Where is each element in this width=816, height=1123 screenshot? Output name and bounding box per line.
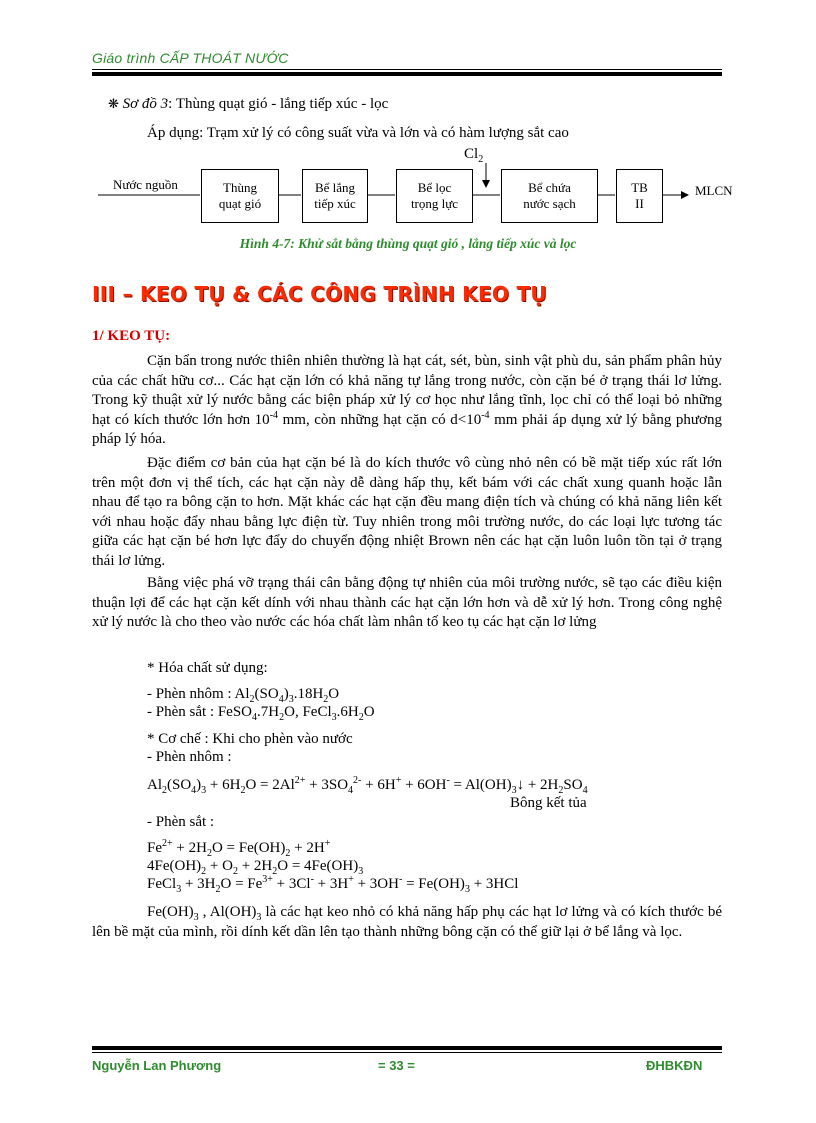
output-label: MLCN [695,183,733,198]
header-title: Giáo trình CẤP THOÁT NƯỚC [92,50,289,66]
footer-author: Nguyễn Lan Phương [92,1058,222,1073]
flower-bullet-icon: ❋ [108,96,119,111]
header-rule-thick [92,72,722,76]
iron-item: - Phèn sắt : [147,814,215,830]
paragraph-3: Bằng việc phá vỡ trạng thái cân bằng động tự nhiên của môi trường nước, sẽ tạo các điều kiện thuận lợi để các hạt cặn kết dính với nhau thành các hạt cặn lớn hơn và dễ xử lý hơn. Trong công nghệ xử lý nước là cho theo vào nước các hóa chất làm nhân tố keo tụ các hạt cặn lơ lửng [92,575,722,630]
source-label: Nước nguồn [113,177,178,192]
scheme-label: Sơ đồ 3 [122,96,169,112]
alum-item: - Phèn nhôm : [147,749,232,765]
alum-formula-line: - Phèn nhôm : $Al_2(SO_4)_3.18H_2O$ [147,686,340,705]
paragraph-2: Đặc điểm cơ bản của hạt cặn bé là do kích thước vô cùng nhỏ nên có bề mặt tiếp xúc rất lớn trên một đơn vị thể tích, các hạt cặn này dễ dàng hấp thụ, kết bám với các chất xung quanh hoặc lẫn nhau để tạo ra bông cặn to hơn. Mặt khác các hạt cặn đều mang điện tích và chúng có khả năng liên kết với nhau hoặc đẩy nhau bằng lực điện từ. Tuy nhiên trong môi trường nước, do các loại lực tương tác giữa các hạt cặn bé hơn lực đẩy do chuyển động nhiệt Brown nên các hạt cặn luôn luôn tồn tại ở trạng thái lơ lửng. [92,455,722,569]
footer-page-number: = 33 = [378,1058,415,1073]
scheme-application: Áp dụng: Trạm xử lý có công suất vừa và lớn và có hàm lượng sắt cao [147,125,569,141]
chem-heading: * Hóa chất sử dụng: [147,660,268,676]
figure-caption: Hình 4-7: Khử sắt bằng thùng quạt gió , lắng tiếp xúc và lọc [239,236,577,251]
scheme-line [108,95,388,113]
footer-rule-thin [92,1052,722,1053]
subsection-title: 1/ KEO TỤ: [92,328,171,344]
section-title: III – KEO TỤ & CÁC CÔNG TRÌNH KEO TỤ [92,282,547,306]
header-rule-thin [92,69,722,70]
mechanism-line: * Cơ chế : Khi cho phèn vào nước [147,731,353,747]
box-clean-water-tank: Bể chứa nước sạch [501,169,598,223]
chlorine-label: $Cl_2$ [464,146,484,165]
alum-reaction: $Al_2(SO_4)_3 + 6H_2O = 2Al^{2+} + 3SO_4^{2-} + 6H^+ + 6OH^-$ = $Al(OH)_3↓ + 2H_2SO_4$ [147,775,588,796]
scheme-text: : Thùng quạt gió - lắng tiếp xúc - lọc [168,96,389,112]
flow-diagram [0,140,816,235]
box-contact-settling: Bể lắng tiếp xúc [302,169,368,223]
paragraph-4: $Fe(OH)_3$ , $Al(OH)_3$ là các hạt keo nhỏ có khả năng hấp phụ các hạt lơ lửng và có kích thước bé lên bề mặt của mình, rồi dính kết dần lên tạo thành những bông cặn có thể giữ lại ở bể lắng và lọc. [92,904,722,940]
paragraph-1: Cặn bẩn trong nước thiên nhiên thường là hạt cát, sét, bùn, sinh vật phù du, sản phẩm phân hủy của các chất hữu cơ... Các hạt cặn lớn có khả năng tự lắng trong nước, còn cặn bé ở trạng thái lơ lửng. Trong kỹ thuật xử lý nước bằng các biện pháp xử lý cơ học như lắng tĩnh, lọc chỉ có thể loại bỏ những hạt có kích thước lớn hơn $10^{-4}$ mm, còn những hạt cặn có $d<10^{-4}$ mm phải áp dụng xử lý bằng phương pháp lý hóa. [92,353,722,447]
box-pump-station: TB II [616,169,663,223]
box-aeration-tank: Thùng quạt gió [201,169,279,223]
box-gravity-filter: Bể lọc trọng lực [396,169,473,223]
iron-formula-line: - Phèn sắt : $FeSO_4.7H_2O$, $FeCl_3.6H_2O$ [147,704,375,723]
footer-school: ĐHBKĐN [646,1058,703,1073]
floc-label: Bông kết tủa [510,795,587,811]
iron-reaction-2: $4Fe(OH)_2 + O_2 + 2H_2O = 4Fe(OH)_3$ [147,858,364,877]
footer-rule-thick [92,1046,722,1050]
iron-reaction-1: $Fe^{2+} + 2H_2O = Fe(OH)_2 + 2H^+$ [147,838,331,859]
iron-reaction-3: FeCl$_3$ + $3H_2O = Fe^{3+} + 3Cl^- + 3H^+ + 3OH^- = Fe(OH)_3 + 3HCl$ [147,874,519,895]
